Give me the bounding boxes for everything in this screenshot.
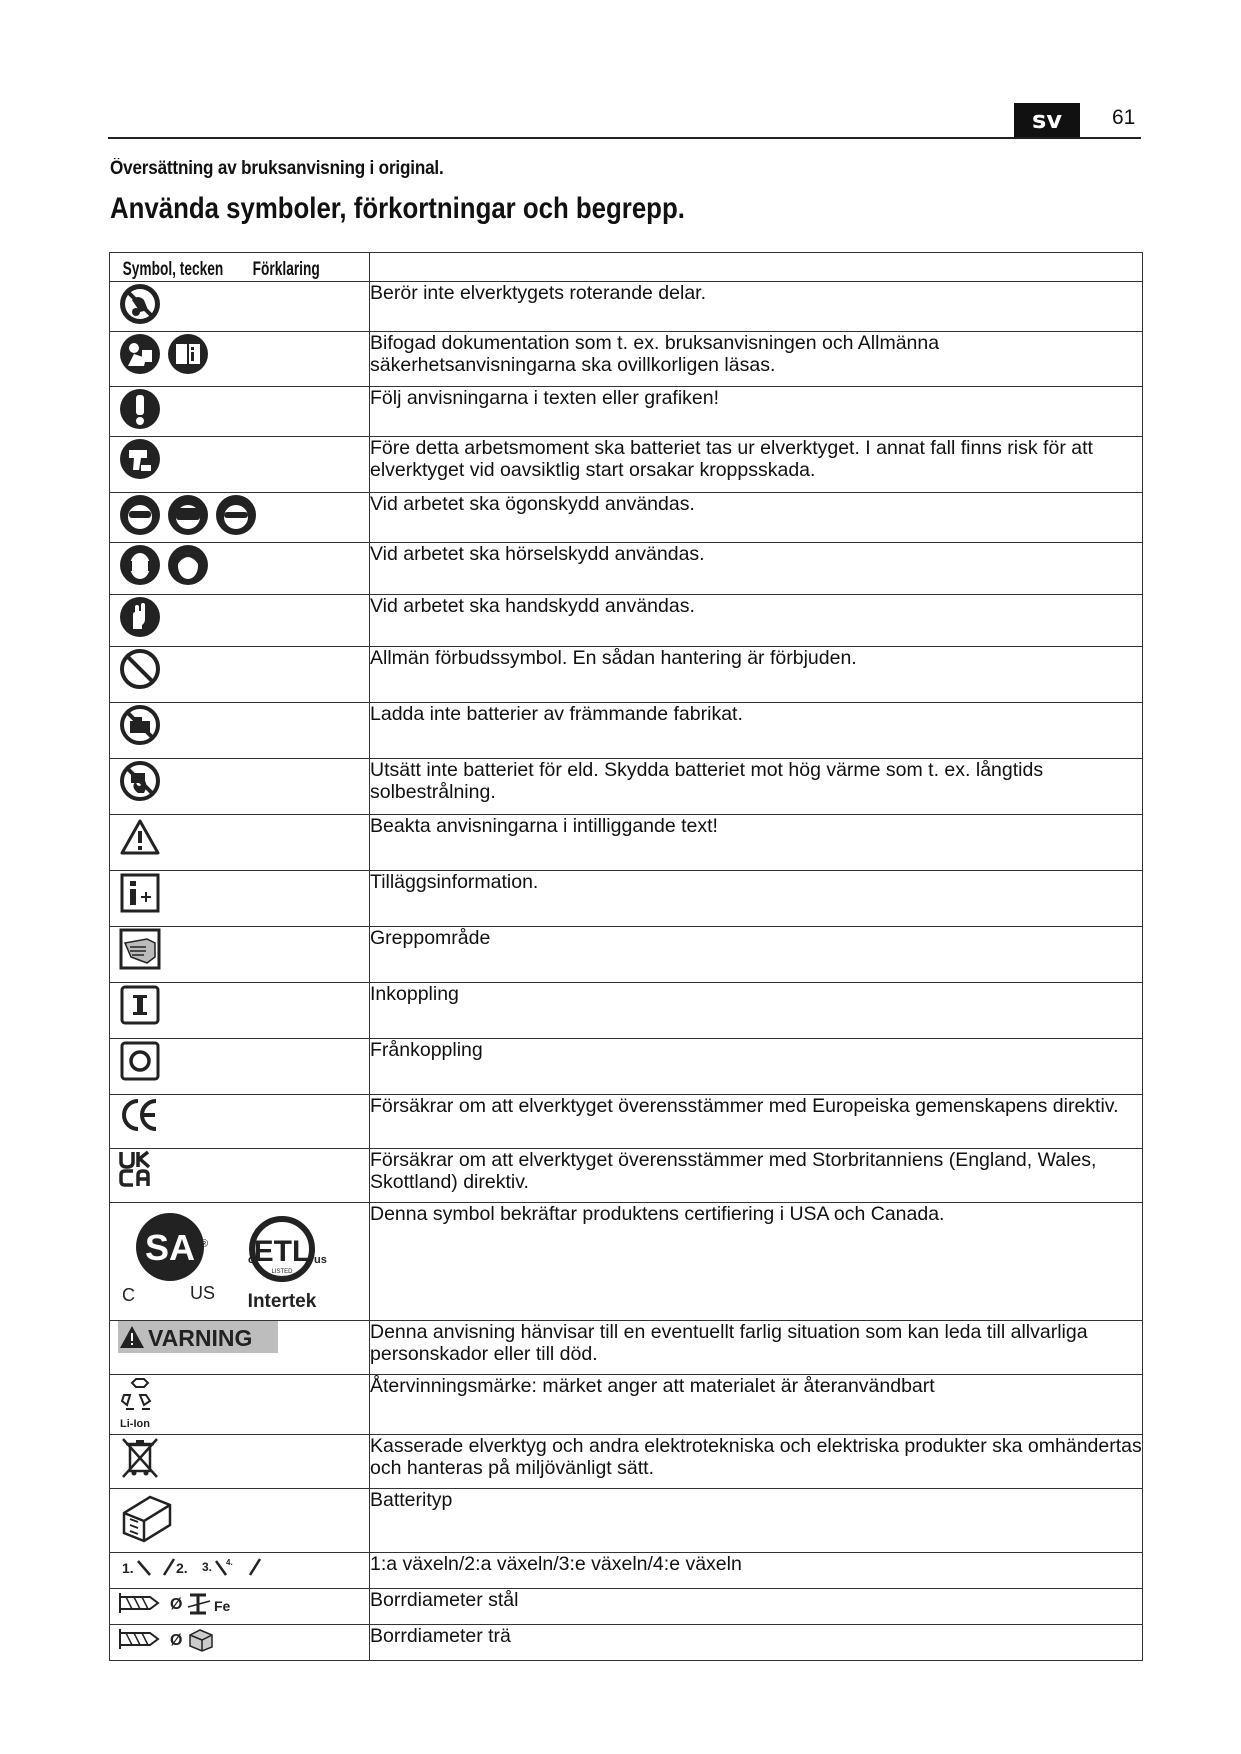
- read-manual-icon: [118, 332, 214, 376]
- table-row: [110, 1625, 1143, 1661]
- row-text: Borrdiameter stål: [370, 1589, 1143, 1625]
- gear-3-label: 3.: [202, 1560, 213, 1574]
- row-text: Borrdiameter trä: [370, 1625, 1143, 1661]
- ear-protection-icon: [118, 543, 212, 587]
- table-row: [110, 387, 1143, 437]
- power-off-icon: [118, 1039, 162, 1083]
- row-text: Bifogad dokumentation som t. ex. bruksanvisningen och Allmänna säkerhetsanvisningarna ska ovillkorligen läsas.: [370, 332, 1143, 387]
- row-text: Denna anvisning hänvisar till en eventuellt farlig situation som kan leda till allvarliga personskador eller till död.: [370, 1321, 1143, 1375]
- svg-text:ETL: ETL: [253, 1235, 311, 1268]
- weee-bin-icon: [118, 1435, 162, 1481]
- csa-etl-mark-icon: [118, 1205, 338, 1313]
- diameter-symbol: Ø: [170, 1596, 183, 1613]
- page-number: 61: [1112, 106, 1136, 129]
- table-row: [110, 332, 1143, 387]
- recycling-icon: [118, 1375, 162, 1431]
- no-touch-rotating-icon: [118, 282, 162, 326]
- ce-mark-icon: [118, 1095, 162, 1135]
- row-text: Försäkrar om att elverktyget överensstämmer med Storbritanniens (England, Wales, Skottland) direktiv.: [370, 1149, 1143, 1203]
- row-text: Beakta anvisningarna i intilliggande text!: [370, 815, 1143, 871]
- row-text: Vid arbetet ska ögonskydd användas.: [370, 493, 1143, 543]
- table-row: [110, 871, 1143, 927]
- table-header-row: [110, 253, 1143, 282]
- etl-c-label: c: [248, 1254, 255, 1266]
- page-title: Använda symboler, förkortningar och begrepp.: [110, 192, 685, 225]
- header-symbol: Symbol, tecken Förklaring: [110, 253, 370, 282]
- varning-label-icon: [118, 1321, 278, 1353]
- li-ion-label: Li-Ion: [120, 1418, 150, 1430]
- table-row: [110, 1321, 1143, 1375]
- row-text: Följ anvisningarna i texten eller grafiken!: [370, 387, 1143, 437]
- table-row: [110, 815, 1143, 871]
- eye-protection-icon: [118, 493, 260, 537]
- row-text: Ladda inte batterier av främmande fabrikat.: [370, 703, 1143, 759]
- row-text: Batterityp: [370, 1489, 1143, 1553]
- csa-c-label: C: [122, 1285, 135, 1305]
- gear-1-label: 1.: [122, 1560, 134, 1576]
- subtitle: Översättning av bruksanvisning i original.: [110, 158, 444, 179]
- row-text: Utsätt inte batteriet för eld. Skydda batteriet mot hög värme som t. ex. långtids solbestrålning.: [370, 759, 1143, 815]
- csa-reg-label: ®: [200, 1238, 209, 1250]
- table-row: [110, 1039, 1143, 1095]
- table-row: [110, 1095, 1143, 1149]
- no-fire-icon: [118, 759, 162, 803]
- gear-2-label: 2.: [176, 1560, 188, 1576]
- row-text: Inkoppling: [370, 983, 1143, 1039]
- row-text: Tilläggsinformation.: [370, 871, 1143, 927]
- row-text: Berör inte elverktygets roterande delar.: [370, 282, 1143, 332]
- grip-area-icon: [118, 927, 162, 971]
- table-row: [110, 1149, 1143, 1203]
- gear-selection-icon: [118, 1553, 278, 1579]
- etl-us-label: us: [314, 1254, 327, 1266]
- ukca-mark-icon: [118, 1149, 154, 1189]
- table-row: [110, 1553, 1143, 1589]
- symbol-table: [109, 252, 1143, 1661]
- exclamation-icon: [118, 387, 162, 431]
- diameter-symbol-wood: Ø: [170, 1632, 183, 1649]
- remove-battery-icon: [118, 437, 162, 481]
- row-text: Allmän förbudssymbol. En sådan hantering är förbjuden.: [370, 647, 1143, 703]
- table-row: [110, 282, 1143, 332]
- info-icon: [118, 871, 162, 915]
- table-row: [110, 1203, 1143, 1321]
- table-row: [110, 703, 1143, 759]
- drill-steel-icon: [118, 1589, 258, 1617]
- intertek-label: Intertek: [247, 1291, 317, 1312]
- drill-wood-icon: [118, 1625, 258, 1653]
- row-text: Återvinningsmärke: märket anger att materialet är återanvändbart: [370, 1375, 1143, 1435]
- row-text: Kasserade elverktyg och andra elektrotekniska och elektriska produkter ska omhändertas och hanteras på miljövänligt sätt.: [370, 1435, 1143, 1489]
- table-row: [110, 1589, 1143, 1625]
- language-badge: sv: [1014, 103, 1080, 137]
- header-rule: [108, 137, 1141, 139]
- fe-label: Fe: [214, 1598, 231, 1614]
- table-row: [110, 437, 1143, 493]
- row-text: Greppområde: [370, 927, 1143, 983]
- table-row: [110, 927, 1143, 983]
- table-row: [110, 1435, 1143, 1489]
- table-row: [110, 543, 1143, 595]
- prohibition-icon: [118, 647, 162, 691]
- row-text: Före detta arbetsmoment ska batteriet tas ur elverktyget. I annat fall finns risk för att elverktyget vid oavsiktlig start orsakar kroppsskada.: [370, 437, 1143, 493]
- table-row: [110, 647, 1143, 703]
- table-row: [110, 1375, 1143, 1435]
- header-empty: [370, 253, 1143, 282]
- row-text: 1:a växeln/2:a växeln/3:e växeln/4:e växeln: [370, 1553, 1143, 1589]
- table-row: [110, 493, 1143, 543]
- warning-triangle-icon: [118, 815, 162, 859]
- power-on-icon: [118, 983, 162, 1027]
- csa-us-label: US: [190, 1283, 216, 1303]
- table-row: [110, 595, 1143, 647]
- row-text: Denna symbol bekräftar produktens certifiering i USA och Canada.: [370, 1203, 1143, 1321]
- battery-type-icon: [118, 1489, 178, 1547]
- no-foreign-battery-icon: [118, 703, 162, 747]
- etl-listed-label: LISTED: [271, 1269, 293, 1275]
- row-text: Vid arbetet ska hörselskydd användas.: [370, 543, 1143, 595]
- gear-4-label: 4.: [226, 1558, 233, 1567]
- glove-icon: [118, 595, 162, 639]
- table-row: [110, 1489, 1143, 1553]
- row-text: Försäkrar om att elverktyget överensstämmer med Europeiska gemenskapens direktiv.: [370, 1095, 1143, 1149]
- table-row: [110, 759, 1143, 815]
- row-text: Vid arbetet ska handskydd användas.: [370, 595, 1143, 647]
- varning-text: VARNING: [148, 1325, 253, 1351]
- svg-text:SA: SA: [144, 1227, 196, 1268]
- table-row: [110, 983, 1143, 1039]
- row-text: Frånkoppling: [370, 1039, 1143, 1095]
